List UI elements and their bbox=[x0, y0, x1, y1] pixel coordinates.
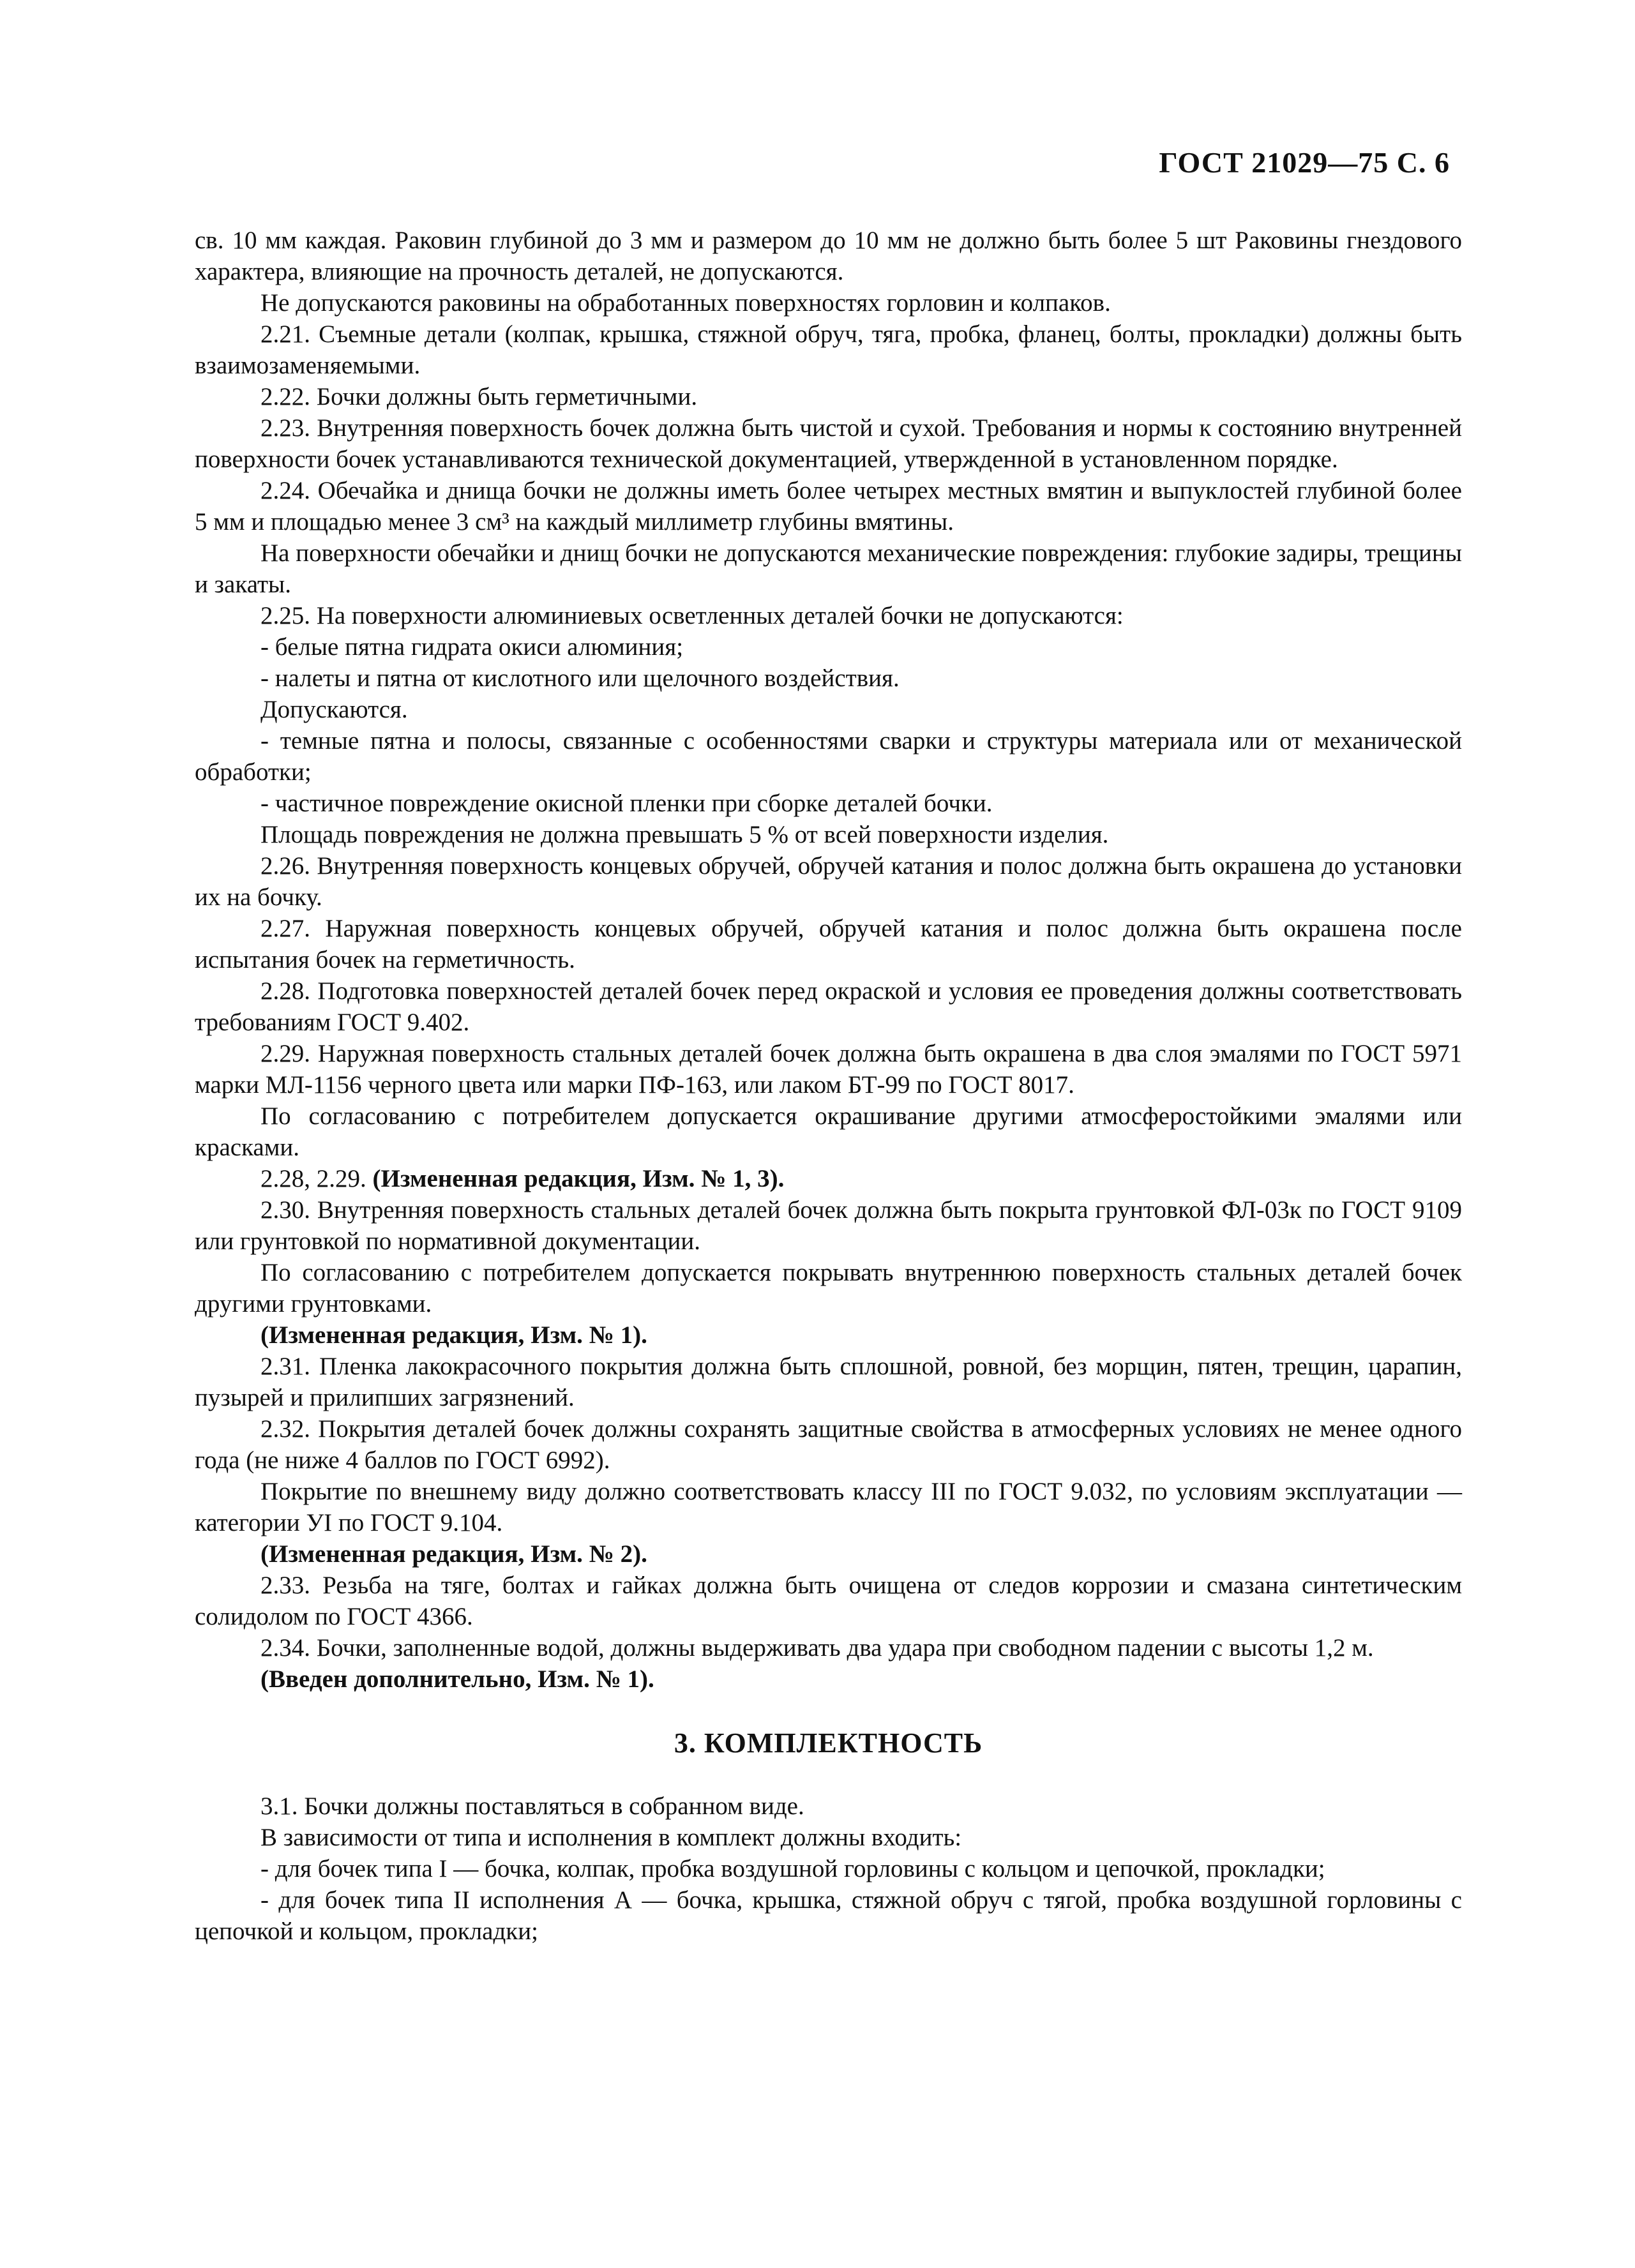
paragraph: - темные пятна и полосы, связанные с особенностями сварки и структуры материала или от механической обработки; bbox=[195, 727, 1462, 786]
paragraph: 2.32. Покрытия деталей бочек должны сохранять защитные свойства в атмосферных условиях не менее одного года (не ниже 4 баллов по ГОСТ 6992). bbox=[195, 1415, 1462, 1474]
paragraph: 2.29. Наружная поверхность стальных деталей бочек должна быть окрашена в два слоя эмалями по ГОСТ 5971 марки МЛ-1156 черного цвета или марки ПФ-163, или лаком БТ-99 по ГОСТ 8017. bbox=[195, 1040, 1462, 1099]
paragraph: 2.27. Наружная поверхность концевых обручей, обручей катания и полос должна быть окрашена после испытания бочек на герметичность. bbox=[195, 915, 1462, 973]
paragraph: 2.22. Бочки должны быть герметичными. bbox=[260, 383, 698, 410]
paragraph: (Измененная редакция, Изм. № 1). bbox=[260, 1321, 647, 1349]
section-title: 3. КОМПЛЕКТНОСТЬ bbox=[674, 1727, 983, 1759]
paragraph: По согласованию с потребителем допускается покрывать внутреннюю поверхность стальных деталей бочек другими грунтовками. bbox=[195, 1259, 1462, 1318]
amendment-note: (Измененная редакция, Изм. № 1, 3). bbox=[372, 1165, 785, 1192]
paragraph-ref: 2.28, 2.29. bbox=[260, 1165, 373, 1192]
paragraph: 2.26. Внутренняя поверхность концевых обручей, обручей катания и полос должна быть окрашена до установки их на бочку. bbox=[195, 852, 1462, 911]
paragraph: На поверхности обечайки и днищ бочки не допускаются механические повреждения: глубокие задиры, трещины и закаты. bbox=[195, 539, 1462, 598]
paragraph: 2.23. Внутренняя поверхность бочек должна быть чистой и сухой. Требования и нормы к состоянию внутренней поверхности бочек устанавливаются технической документацией, утвержденной в установленном порядке. bbox=[195, 414, 1462, 473]
paragraph: Покрытие по внешнему виду должно соответствовать классу III по ГОСТ 9.032, по условиям эксплуатации — категории УI по ГОСТ 9.104. bbox=[195, 1478, 1462, 1536]
paragraph: 2.34. Бочки, заполненные водой, должны выдерживать два удара при свободном падении с высоты 1,2 м. bbox=[260, 1634, 1374, 1662]
paragraph: 2.33. Резьба на тяге, болтах и гайках должна быть очищена от следов коррозии и смазана синтетическим солидолом по ГОСТ 4366. bbox=[195, 1572, 1462, 1630]
paragraph: 2.25. На поверхности алюминиевых осветленных деталей бочки не допускаются: bbox=[260, 602, 1124, 629]
paragraph: (Введен дополнительно, Изм. № 1). bbox=[260, 1665, 654, 1693]
paragraph: 2.28. Подготовка поверхностей деталей бочек перед окраской и условия ее проведения должны соответствовать требованиям ГОСТ 9.402. bbox=[195, 977, 1462, 1036]
paragraph: 3.1. Бочки должны поставляться в собранном виде. bbox=[260, 1792, 804, 1820]
paragraph bbox=[195, 1163, 1462, 1194]
paragraph: - белые пятна гидрата окиси алюминия; bbox=[260, 633, 684, 661]
paragraph: 2.24. Обечайка и днища бочки не должны иметь более четырех местных вмятин и выпуклостей глубиной более 5 мм и площадью менее 3 см³ на каждый миллиметр глубины вмятины. bbox=[195, 477, 1462, 536]
paragraph: (Измененная редакция, Изм. № 2). bbox=[260, 1540, 647, 1568]
paragraph: - частичное повреждение окисной пленки при сборке деталей бочки. bbox=[260, 790, 993, 817]
paragraph: В зависимости от типа и исполнения в комплект должны входить: bbox=[260, 1824, 962, 1851]
page-header: ГОСТ 21029—75 С. 6 bbox=[1159, 146, 1450, 179]
paragraph: 2.21. Съемные детали (колпак, крышка, стяжной обруч, тяга, пробка, фланец, болты, прокладки) должны быть взаимозаменяемыми. bbox=[195, 320, 1462, 379]
paragraph: 2.31. Пленка лакокрасочного покрытия должна быть сплошной, ровной, без морщин, пятен, трещин, царапин, пузырей и прилипших загрязнений. bbox=[195, 1353, 1462, 1411]
paragraph: - для бочек типа II исполнения А — бочка, крышка, стяжной обруч с тягой, пробка воздушной горловины с цепочкой и кольцом, прокладки; bbox=[195, 1886, 1462, 1945]
paragraph: По согласованию с потребителем допускается окрашивание другими атмосферостойкими эмалями или красками. bbox=[195, 1102, 1462, 1161]
paragraph: Не допускаются раковины на обработанных поверхностях горловин и колпаков. bbox=[260, 289, 1111, 317]
paragraph: 2.30. Внутренняя поверхность стальных деталей бочек должна быть покрыта грунтовкой ФЛ-03к по ГОСТ 9109 или грунтовкой по нормативной документации. bbox=[195, 1196, 1462, 1255]
paragraph: - для бочек типа I — бочка, колпак, пробка воздушной горловины с кольцом и цепочкой, прокладки; bbox=[260, 1855, 1325, 1882]
paragraph: св. 10 мм каждая. Раковин глубиной до 3 мм и размером до 10 мм не должно быть более 5 шт Раковины гнездового характера, влияющие на прочность деталей, не допускаются. bbox=[195, 227, 1462, 285]
section-3 bbox=[195, 1791, 1462, 1947]
paragraph: - налеты и пятна от кислотного или щелочного воздействия. bbox=[260, 665, 900, 692]
paragraph: Допускаются. bbox=[260, 696, 408, 723]
paragraph: Площадь повреждения не должна превышать 5 % от всей поверхности изделия. bbox=[260, 821, 1109, 848]
section-2-continued bbox=[195, 225, 1462, 1695]
document-body bbox=[195, 225, 1462, 1947]
